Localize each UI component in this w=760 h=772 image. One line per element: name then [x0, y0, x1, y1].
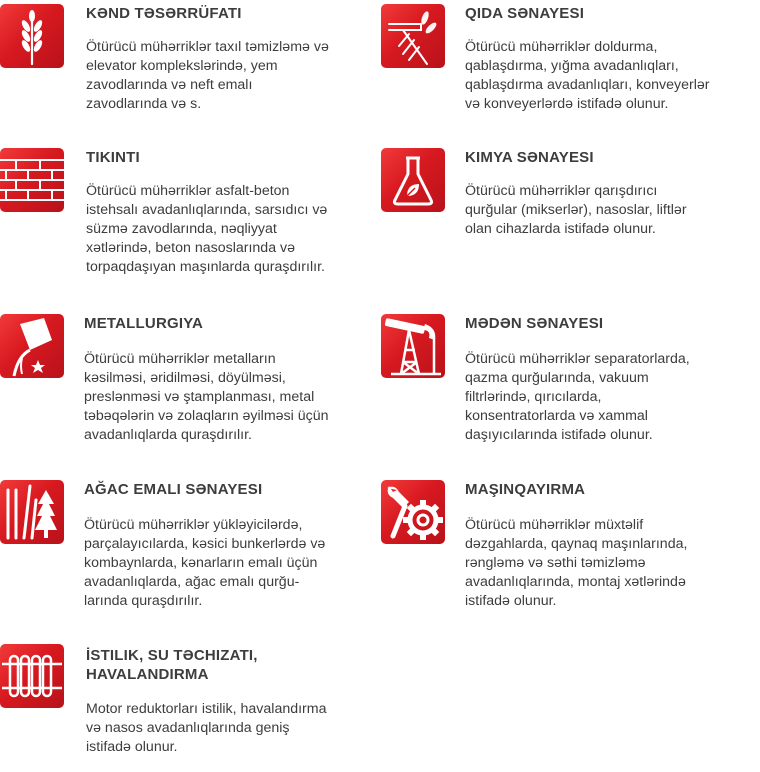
industry-item-construction	[0, 148, 370, 288]
industry-description: Ötürücü mühərriklər asfalt-beton istehsalı avadanlıqlarında, sarsıdıcı və süzmə zavodlarında, nəqliyyat xətlərində, beton nasoslarında və torpaqdaşıyan maşınlarda quraşdırılır.	[86, 183, 328, 275]
industry-item-mining	[381, 314, 751, 454]
industry-description: Ötürücü mühərriklər müxtəlif dəzgahlarda, qaynaq maşınlarında, rəngləmə və səthi təmizləmə avadanlıqlarında, montaj xətlərində istifadə olunur.	[465, 517, 688, 609]
chemistry-flask-icon	[381, 148, 445, 212]
industry-title: TIKINTI	[86, 149, 140, 166]
industry-description: Ötürücü mühərriklər metalların kəsilməsi, əridilməsi, döyülməsi, preslənməsi və ştamplanması, metal təbəqələrin və zolaqların əyilməsi üçün avadanlıqlarda quraşdırılır.	[84, 351, 329, 443]
wheat-icon	[0, 4, 64, 68]
food-grain-icon	[381, 4, 445, 68]
industry-item-food	[381, 4, 751, 114]
industry-item-chemistry	[381, 148, 751, 258]
industry-title: QIDA SƏNAYESI	[465, 5, 585, 22]
oil-pump-icon	[381, 314, 445, 378]
industry-title: MƏDƏN SƏNAYESI	[465, 315, 604, 332]
industry-item-agriculture	[0, 4, 370, 114]
radiator-icon	[0, 644, 64, 708]
wood-planks-icon	[0, 480, 64, 544]
industry-title: MAŞINQAYIRMA	[465, 481, 586, 498]
industry-description: Ötürücü mühərriklər yükləyicilərdə, parçalayıcılarda, kəsici bunkerlərdə və kombaynlarda, kənarların emalı üçün avadanlıqlarda, ağac emalı qurğu- larında quraşdırılır.	[84, 517, 326, 609]
wrench-gear-icon	[381, 480, 445, 544]
industry-title: METALLURGIYA	[84, 315, 204, 332]
industry-title: KIMYA SƏNAYESI	[465, 149, 594, 166]
industry-description: Ötürücü mühərriklər qarışdırıcı qurğular (mikserlər), nasoslar, liftlər olan cihazlarda istifadə olunur.	[465, 183, 687, 237]
metal-ladle-icon	[0, 314, 64, 378]
industry-title: İSTILIK, SU TƏCHIZATI, HAVALANDIRMA	[86, 647, 258, 683]
brick-wall-icon	[0, 148, 64, 212]
industry-title: AĞAC EMALI SƏNAYESI	[84, 481, 263, 498]
industry-item-engineering	[381, 480, 751, 620]
industry-description: Ötürücü mühərriklər separatorlarda, qazma qurğularında, vakuum filtrlərində, qırıcılarda, konsentratorlarda və xammal daşıyıcılarında istifadə olunur.	[465, 351, 690, 443]
industry-description: Ötürücü mühərriklər taxıl təmizləmə və elevator komplekslərində, yem zavodlarında və neft emalı zavodlarında və s.	[86, 39, 329, 112]
industry-item-metallurgy	[0, 314, 370, 454]
industry-item-woodworking	[0, 480, 370, 620]
industry-title: KƏND TƏSƏRRÜFATI	[86, 5, 242, 22]
industry-item-heating	[0, 644, 370, 764]
industry-description: Motor reduktorları istilik, havalandırma və nasos avadanlıqlarında geniş istifadə olunur.	[86, 701, 327, 755]
industry-description: Ötürücü mühərriklər doldurma, qablaşdırma, yığma avadanlıqları, qablaşdırma avadanlıqları, konveyerlər və konveyerlərdə istifadə olunur.	[465, 39, 710, 112]
